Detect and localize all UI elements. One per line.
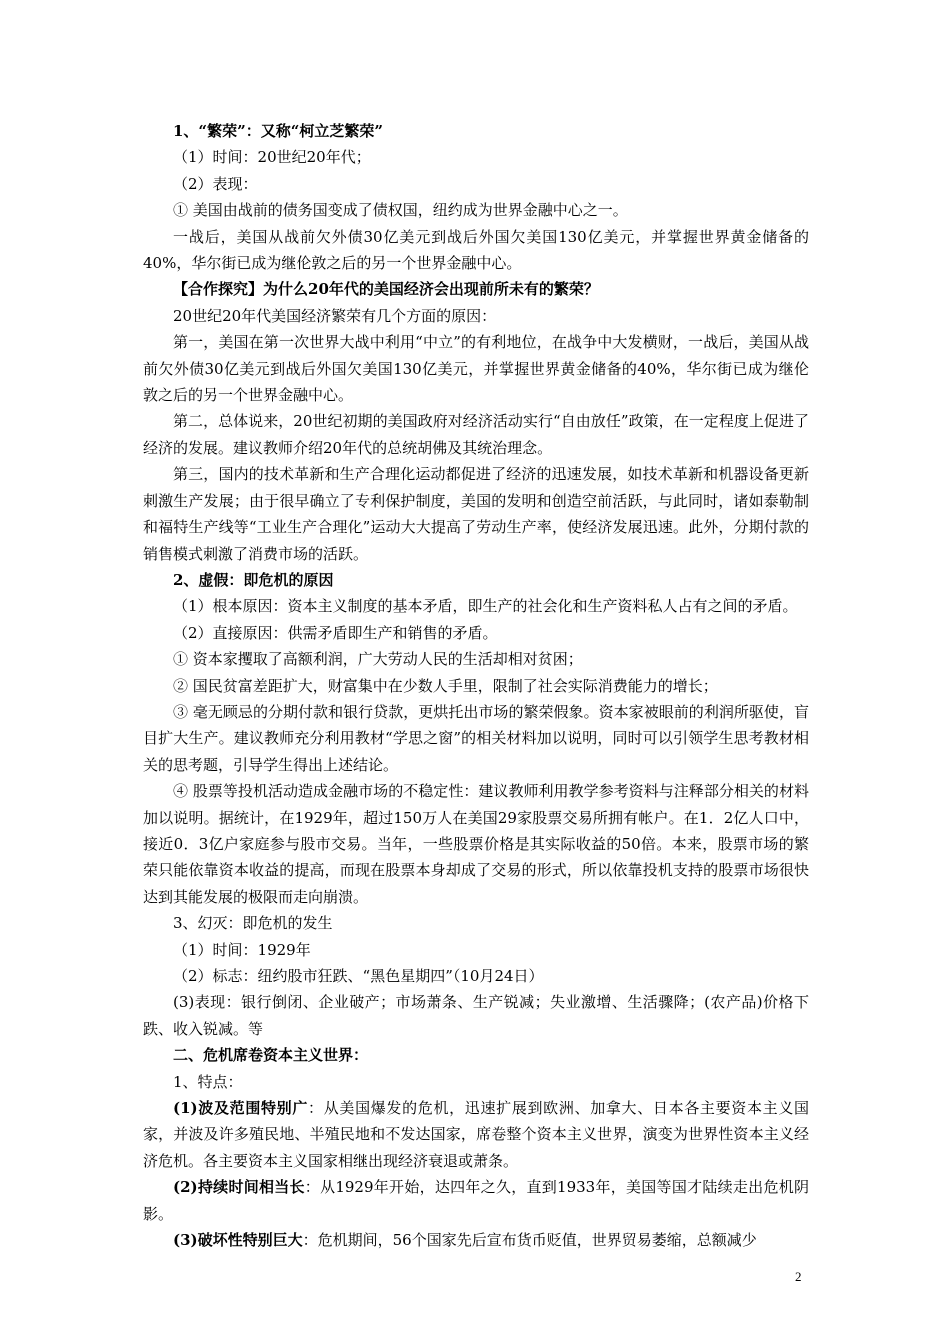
paragraph — [143, 276, 809, 302]
paragraph — [143, 646, 809, 672]
paragraph — [143, 224, 809, 277]
paragraph — [143, 963, 809, 989]
text-run: ④ 股票等投机活动造成金融市场的不稳定性：建议教师利用教学参考资料与注释部分相关的材料加以说明。据统计，在1929年，超过150万人在美国29家股票交易所拥有帐户。在1．2亿人口中，接近0．3亿户家庭参与股市交易。当年，一些股票价格是其实际收益的50倍。本来，股票市场的繁荣只能依靠资本收益的提高，而现在股票本身却成了交易的形式，所以依靠投机支持的股票市场很快达到其能发展的极限而走向崩溃。 — [143, 782, 809, 906]
paragraph — [143, 620, 809, 646]
text-run: 第二，总体说来，20世纪初期的美国政府对经济活动实行“自由放任”政策，在一定程度上促进了经济的发展。建议教师介绍20年代的总统胡佛及其统治理念。 — [143, 412, 809, 457]
paragraph — [143, 461, 809, 567]
paragraph — [143, 910, 809, 936]
paragraph — [143, 673, 809, 699]
text-run: ② 国民贫富差距扩大，财富集中在少数人手里，限制了社会实际消费能力的增长； — [173, 676, 718, 695]
paragraph — [143, 144, 809, 170]
paragraph — [143, 197, 809, 223]
paragraph — [143, 303, 809, 329]
bold-text: (3)破坏性特别巨大 — [173, 1231, 303, 1250]
paragraph — [143, 593, 809, 619]
text-run: ① 资本家攫取了高额利润，广大劳动人民的生活却相对贫困； — [173, 650, 583, 669]
paragraph — [143, 937, 809, 963]
paragraph — [143, 118, 809, 144]
paragraph — [143, 1174, 809, 1227]
paragraph — [143, 699, 809, 778]
paragraph — [143, 1042, 809, 1068]
text-run: 第一，美国在第一次世界大战中利用“中立”的有利地位，在战争中大发横财，一战后，美国从战前欠外债30亿美元到战后外国欠美国130亿美元，并掌握世界黄金储备的40%，华尔街已成为继伦敦之后的另一个世界金融中心。 — [143, 333, 809, 405]
text-run: ：从1929年开始，达四年之久，直到1933年，美国等国才陆续走出危机阴影。 — [143, 1178, 809, 1223]
paragraph — [143, 1227, 809, 1253]
paragraph — [143, 329, 809, 408]
page-number: 2 — [795, 1269, 802, 1284]
text-run: ：从美国爆发的危机，迅速扩展到欧洲、加拿大、日本各主要资本主义国家，并波及许多殖民地、半殖民地和不发达国家，席卷整个资本主义世界，演变为世界性资本主义经济危机。各主要资本主义国家相继出现经济衰退或萧条。 — [143, 1099, 809, 1170]
bold-text: 2、虚假：即危机的原因 — [173, 570, 334, 589]
document-body — [143, 118, 809, 1253]
text-run: 3、幻灭：即危机的发生 — [173, 914, 333, 933]
paragraph — [143, 408, 809, 461]
text-run: （2）标志：纽约股市狂跌、“黑色星期四”（10月24日） — [173, 967, 544, 985]
text-run: ③ 毫无顾忌的分期付款和银行贷款，更烘托出市场的繁荣假象。资本家被眼前的利润所驱使，盲目扩大生产。建议教师充分利用教材“学思之窗”的相关材料加以说明，同时可以引领学生思考教材相关的思考题，引导学生得出上述结论。 — [143, 702, 809, 774]
bold-text: (1)波及范围特别广 — [173, 1099, 309, 1118]
text-run: （2）直接原因：供需矛盾即生产和销售的矛盾。 — [173, 623, 498, 642]
text-run: ：危机期间，56个国家先后宣布货币贬值，世界贸易萎缩，总额减少 — [302, 1231, 757, 1250]
text-run: ① 美国由战前的债务国变成了债权国，纽约成为世界金融中心之一。 — [173, 201, 628, 220]
text-run: 1、特点： — [173, 1072, 243, 1091]
text-run: 20世纪20年代美国经济繁荣有几个方面的原因： — [173, 306, 497, 325]
paragraph — [143, 778, 809, 910]
text-run: （1）时间：1929年 — [173, 940, 311, 959]
paragraph — [143, 1069, 809, 1095]
bold-text: 1、“繁荣”：又称“柯立芝繁荣” — [173, 122, 383, 140]
paragraph — [143, 989, 809, 1042]
paragraph — [143, 567, 809, 593]
bold-text: 二、危机席卷资本主义世界： — [173, 1046, 369, 1065]
paragraph — [143, 171, 809, 197]
paragraph — [143, 1095, 809, 1174]
text-run: （1）根本原因：资本主义制度的基本矛盾，即生产的社会化和生产资料私人占有之间的矛盾。 — [173, 597, 798, 616]
bold-text: (2)持续时间相当长 — [173, 1178, 305, 1197]
text-run: 一战后，美国从战前欠外债30亿美元到战后外国欠美国130亿美元，并掌握世界黄金储备的40%，华尔街已成为继伦敦之后的另一个世界金融中心。 — [143, 227, 809, 273]
text-run: （1）时间：20世纪20年代； — [173, 148, 371, 167]
text-run: (3)表现：银行倒闭、企业破产；市场萧条、生产锐减；失业激增、生活骤降；(农产品)价格下跌、收入锐减。等 — [143, 993, 809, 1038]
text-run: 第三，国内的技术革新和生产合理化运动都促进了经济的迅速发展，如技术革新和机器设备更新刺激生产发展；由于很早确立了专利保护制度，美国的发明和创造空前活跃，与此同时，诸如泰勒制和福特生产线等“工业生产合理化”运动大大提高了劳动生产率，使经济发展迅速。此外，分期付款的销售模式刺激了消费市场的活跃。 — [143, 465, 809, 563]
text-run: （2）表现： — [173, 174, 258, 193]
bold-text: 【合作探究】为什么20年代的美国经济会出现前所未有的繁荣？ — [173, 280, 599, 299]
